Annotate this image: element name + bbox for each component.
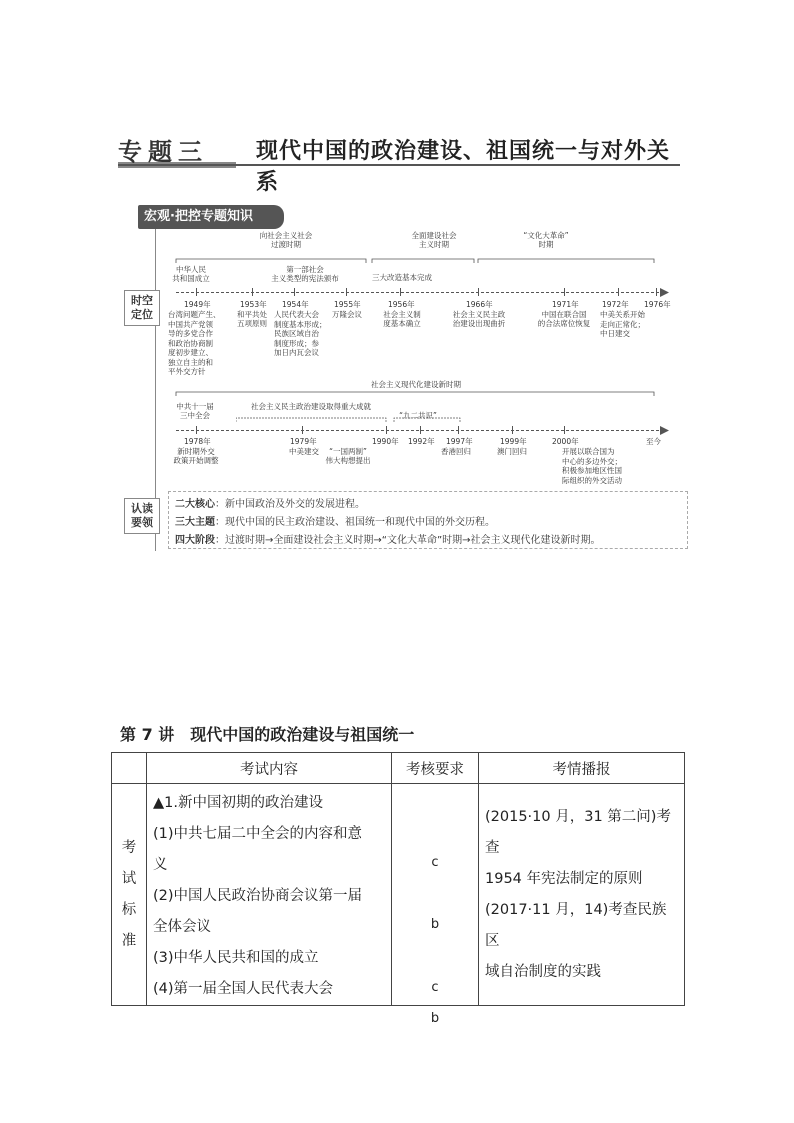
reading-point-themes: 三大主题：现代中国的民主政治建设、祖国统一和现代中国的外交历程。 <box>175 517 495 528</box>
event-third-plenum: 中共十一届 三中全会 <box>176 402 214 420</box>
tick-1976 <box>656 288 657 296</box>
report-cell <box>479 784 685 1006</box>
event-1954-detail: 人民代表大会 制度基本形成； 民族区域自治 制度形成；参 加日内瓦会议 <box>274 310 327 357</box>
content-line: (2)中国人民政治协商会议第一届 <box>153 888 363 904</box>
timeline-2-arrow-icon <box>660 426 670 435</box>
year-1976: 1976年 <box>644 300 671 309</box>
tick-1979 <box>302 426 303 434</box>
tick-1992 <box>420 426 421 434</box>
exam-standards-table <box>111 752 685 1026</box>
event-three-reforms: 三大改造基本完成 <box>372 273 432 282</box>
event-1972-detail: 中美关系开始 走向正常化； 中日建交 <box>600 310 645 338</box>
year-1954: 1954年 <box>282 300 309 309</box>
report-line: 域自治制度的实践 <box>485 963 601 980</box>
header-corner <box>112 753 147 784</box>
event-1949-detail: 台湾问题产生、 中国共产党领 导的多党合作 和政治协商制 度初步建立、 独立自主的和 平外交方针 <box>168 310 221 376</box>
year-1972: 1972年 <box>602 300 629 309</box>
event-1979-detail: 中美建交 <box>289 447 319 456</box>
year-1990: 1990年 <box>372 437 399 446</box>
timeline-2-sub-brackets <box>236 408 476 428</box>
event-2000-detail: 开展以联合国为 中心的多边外交； 积极参加地区性国 际组织的外交活动 <box>562 447 622 485</box>
event-1955-detail: 万隆会议 <box>332 310 362 319</box>
tick-1972 <box>618 288 619 296</box>
exam-content-cell <box>147 784 392 1006</box>
event-democracy-achievement: 社会主义民主政治建设取得重大成就 <box>251 402 371 411</box>
event-hongkong-return: 香港回归 <box>441 447 471 456</box>
tick-1966 <box>478 288 479 296</box>
macro-tag: 宏观·把控专题知识 <box>138 205 284 229</box>
year-1999: 1999年 <box>500 437 527 446</box>
report-line: (2017·11 月，14)考查民族区 <box>485 901 667 949</box>
tick-1949 <box>196 288 197 296</box>
event-1956-detail: 社会主义制 度基本确立 <box>383 310 421 328</box>
event-1953-detail: 和平共处 五项原则 <box>237 310 267 328</box>
read-side-label-box <box>124 498 160 534</box>
content-line: ▲1.新中国初期的政治建设 <box>153 795 323 811</box>
period-cultural-revolution: “文化大革命” 时期 <box>523 231 569 249</box>
header-content: 考试内容 <box>147 753 392 784</box>
event-1971-detail: 中国在联合国 的合法席位恢复 <box>537 310 591 328</box>
requirement-2: b <box>430 917 440 932</box>
content-line: 全体会议 <box>153 919 211 935</box>
year-1966: 1966年 <box>466 300 493 309</box>
topic-number: 专题三 <box>118 138 208 166</box>
year-1949: 1949年 <box>184 300 211 309</box>
year-1978: 1978年 <box>184 437 211 446</box>
timeline-side-label: 时空 定位 <box>131 294 153 321</box>
timeline-2 <box>166 380 686 492</box>
lecture-title: 第 7 讲 现代中国的政治建设与祖国统一 <box>120 725 415 744</box>
event-1992-consensus: “九二共识” <box>399 411 437 420</box>
topic-name: 现代中国的政治建设、祖国统一与对外关系 <box>256 139 671 195</box>
year-1953: 1953年 <box>240 300 267 309</box>
tick-1999 <box>512 426 513 434</box>
reading-points-box <box>168 491 688 549</box>
event-1978-detail: 新时期外交 政策开始调整 <box>173 447 219 465</box>
tick-1978 <box>196 426 197 434</box>
tick-1971 <box>564 288 565 296</box>
topic-title <box>118 132 680 195</box>
tick-2000 <box>564 426 565 434</box>
content-line: (4)第一届全国人民代表大会 <box>153 981 334 997</box>
period-transition: 向社会主义社会 过渡时期 <box>259 231 313 249</box>
timeline-1-arrow-icon <box>660 288 670 297</box>
year-1979: 1979年 <box>290 437 317 446</box>
header-requirement: 考核要求 <box>392 753 479 784</box>
event-first-constitution: 第一部社会 主义类型的宪法颁布 <box>271 265 339 283</box>
requirement-4: b <box>430 1011 440 1026</box>
tick-1955 <box>346 288 347 296</box>
year-2000: 2000年 <box>552 437 579 446</box>
event-prc-founded: 中华人民 共和国成立 <box>172 265 210 283</box>
tick-1990 <box>386 426 387 434</box>
reading-point-core: 二大核心：新中国政治及外交的发展进程。 <box>175 499 365 510</box>
requirement-1: c <box>431 855 439 870</box>
read-side-label: 认读 要领 <box>131 502 153 529</box>
content-line: (1)中共七届二中全会的内容和意 <box>153 826 363 842</box>
tick-1997 <box>458 426 459 434</box>
table-row <box>112 784 685 1006</box>
tick-1953 <box>252 288 253 296</box>
requirement-cell <box>392 784 479 1026</box>
requirement-3: c <box>431 980 439 995</box>
row-label-exam-standard: 考 试 标 准 <box>112 784 147 1006</box>
event-one-country-two-systems: “一国两制” 伟大构想提出 <box>325 447 371 465</box>
period-modernization: 社会主义现代化建设新时期 <box>371 380 461 389</box>
content-line: (3)中华人民共和国的成立 <box>153 950 319 966</box>
period-full-construction: 全面建设社会 主义时期 <box>411 231 457 249</box>
year-1971: 1971年 <box>552 300 579 309</box>
tick-1954 <box>294 288 295 296</box>
timeline-1-axis <box>176 292 664 294</box>
tick-1956 <box>400 288 401 296</box>
year-1992: 1992年 <box>408 437 435 446</box>
event-1966-detail: 社会主义民主政 治建设出现曲折 <box>452 310 506 328</box>
content-line: 义 <box>153 857 168 873</box>
reading-point-stages: 四大阶段：过渡时期→全面建设社会主义时期→“文化大革命”时期→社会主义现代化建设新时期。 <box>175 535 601 546</box>
timeline-1 <box>166 229 686 379</box>
table-header-row <box>112 753 685 784</box>
event-macau-return: 澳门回归 <box>497 447 527 456</box>
year-1956: 1956年 <box>388 300 415 309</box>
year-present: 至今 <box>646 437 661 446</box>
timeline-side-label-box <box>124 290 160 326</box>
header-report: 考情播报 <box>479 753 685 784</box>
year-1955: 1955年 <box>334 300 361 309</box>
year-1997: 1997年 <box>446 437 473 446</box>
report-line: 1954 年宪法制定的原则 <box>485 870 643 887</box>
report-line: (2015·10 月，31 第二问)考查 <box>485 808 671 856</box>
